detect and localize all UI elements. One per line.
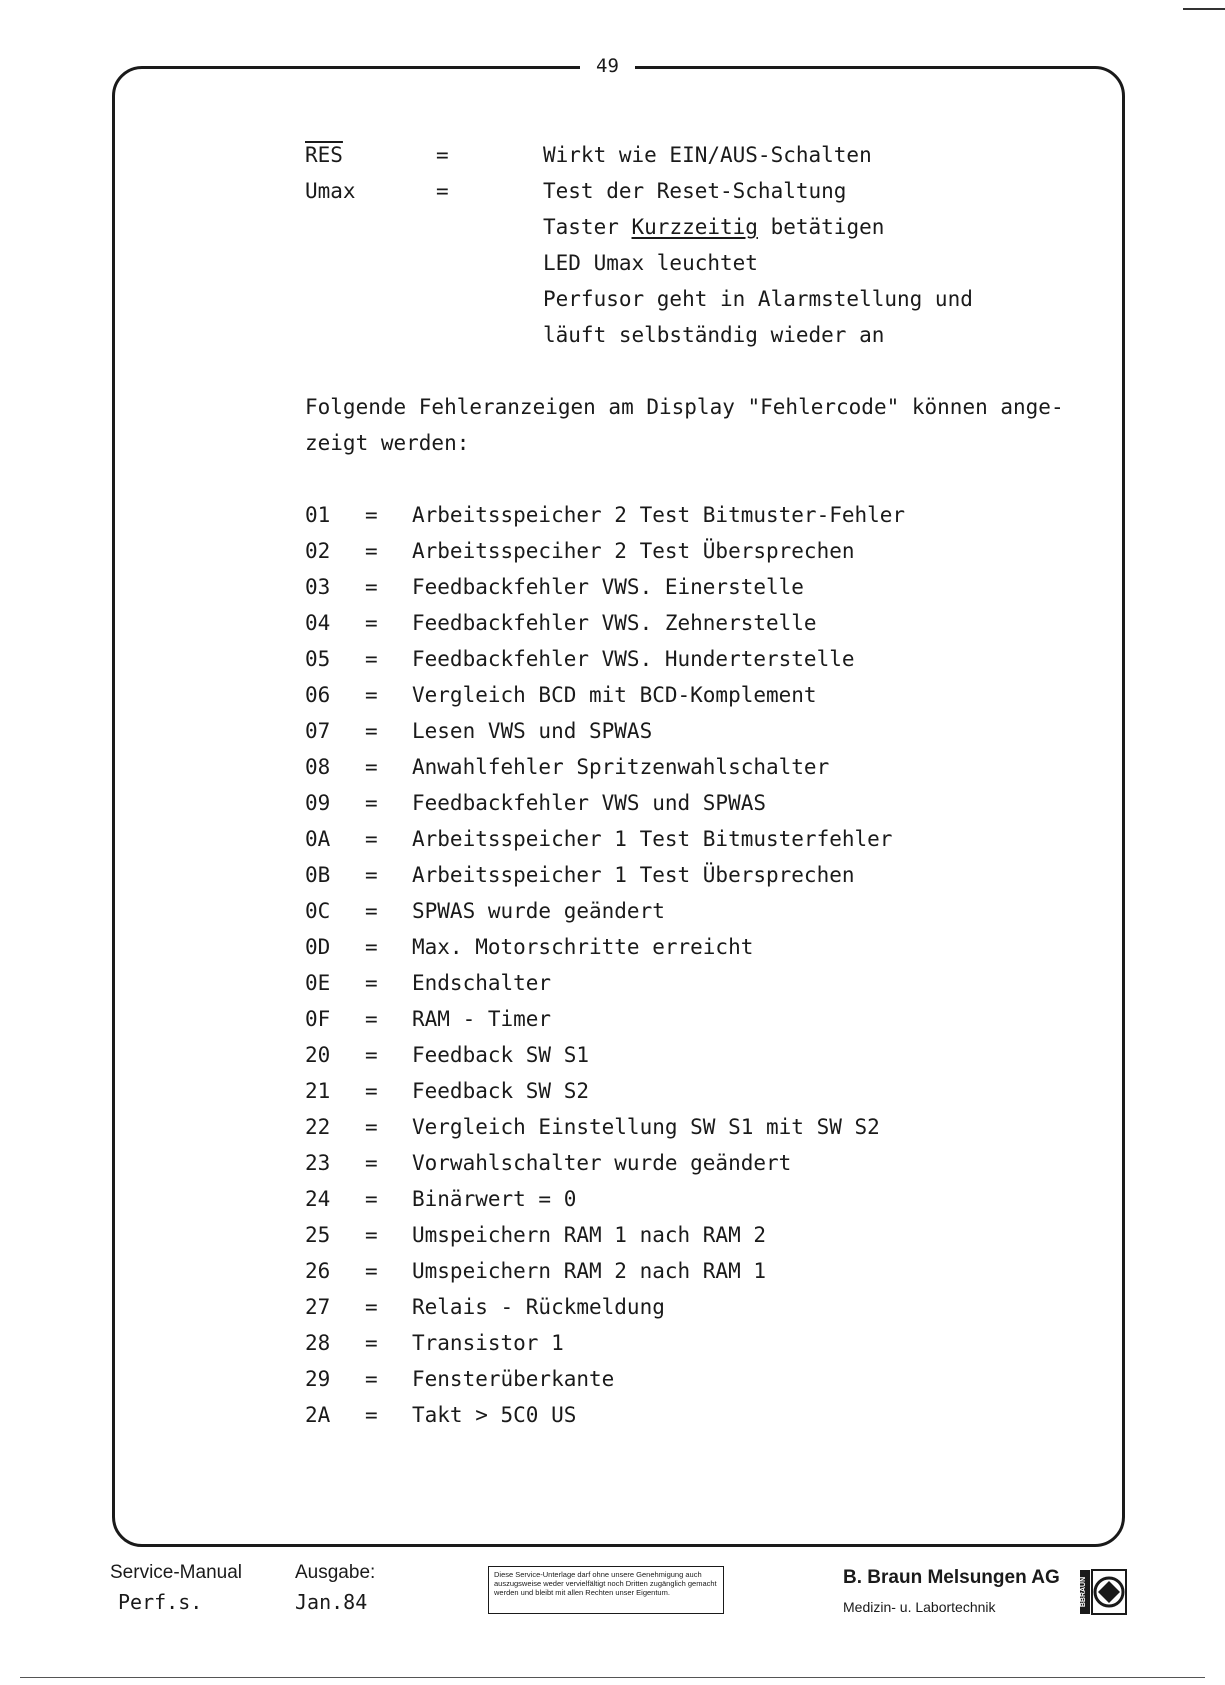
error-code-equals: = (365, 719, 378, 743)
error-code: 24 (305, 1187, 331, 1211)
error-code-text: Vergleich Einstellung SW S1 mit SW S2 (412, 1115, 880, 1139)
error-code-text: Umspeichern RAM 1 nach RAM 2 (412, 1223, 767, 1247)
error-code-text: Feedback SW S1 (412, 1043, 590, 1067)
error-code-equals: = (365, 1331, 378, 1355)
error-code-text: Transistor 1 (412, 1331, 564, 1355)
error-code-text: RAM - Timer (412, 1007, 552, 1031)
error-code-equals: = (365, 1007, 378, 1031)
error-code: 0F (305, 1007, 331, 1031)
definition-text-part: betätigen (757, 215, 885, 239)
braun-logo (1080, 1566, 1128, 1618)
manual-label: Service-Manual (110, 1562, 242, 1583)
error-code-text: Vorwahlschalter wurde geändert (412, 1151, 792, 1175)
definition-text: läuft selbständig wieder an (543, 323, 885, 347)
error-code-equals: = (365, 1295, 378, 1319)
company-name: B. Braun Melsungen AG (843, 1567, 1060, 1588)
error-code-equals: = (365, 1223, 378, 1247)
error-code-equals: = (365, 539, 378, 563)
intro-line: zeigt werden: (305, 431, 470, 455)
error-code-text: Arbeitsspeicher 2 Test Bitmuster-Fehler (412, 503, 906, 527)
definition-text: Perfusor geht in Alarmstellung und (543, 287, 973, 311)
error-code-text: Endschalter (412, 971, 552, 995)
definition-equals: = (436, 143, 449, 167)
error-code-equals: = (365, 755, 378, 779)
error-code: 22 (305, 1115, 331, 1139)
copyright-notice: Diese Service-Unterlage darf ohne unsere Genehmigung auch auszugsweise weder vervielfältigt noch Dritten zugänglich gemacht werden und bleibt mit allen Rechten unser Eigentum. (488, 1566, 724, 1614)
error-code-equals: = (365, 971, 378, 995)
error-code: 23 (305, 1151, 331, 1175)
error-code-text: Feedbackfehler VWS. Zehnerstelle (412, 611, 817, 635)
definition-equals: = (436, 179, 449, 203)
error-code: 29 (305, 1367, 331, 1391)
error-code-equals: = (365, 1403, 378, 1427)
error-code-equals: = (365, 1079, 378, 1103)
error-code: 26 (305, 1259, 331, 1283)
error-code-text: Arbeitsspeciher 2 Test Übersprechen (412, 539, 855, 563)
error-code: 07 (305, 719, 331, 743)
company-division: Medizin- u. Labortechnik (843, 1599, 996, 1615)
page-number: 49 (580, 54, 635, 78)
error-code-text: Lesen VWS und SPWAS (412, 719, 653, 743)
definition-text: Wirkt wie EIN/AUS-Schalten (543, 143, 872, 167)
error-code: 20 (305, 1043, 331, 1067)
error-code: 08 (305, 755, 331, 779)
error-code: 01 (305, 503, 331, 527)
definition-text: LED Umax leuchtet (543, 251, 758, 275)
error-code-equals: = (365, 1187, 378, 1211)
error-code-text: Umspeichern RAM 2 nach RAM 1 (412, 1259, 767, 1283)
error-code: 2A (305, 1403, 331, 1427)
error-code-text: Takt > 5C0 US (412, 1403, 577, 1427)
error-code-equals: = (365, 1367, 378, 1391)
error-code-text: SPWAS wurde geändert (412, 899, 665, 923)
error-code: 02 (305, 539, 331, 563)
issue-label: Ausgabe: (295, 1562, 376, 1583)
error-code-equals: = (365, 899, 378, 923)
error-code: 28 (305, 1331, 331, 1355)
error-code: 05 (305, 647, 331, 671)
error-code-text: Relais - Rückmeldung (412, 1295, 665, 1319)
error-code-text: Arbeitsspeicher 1 Test Übersprechen (412, 863, 855, 887)
definition-text (543, 213, 884, 241)
intro-line: Folgende Fehleranzeigen am Display "Fehlercode" können ange- (305, 395, 1064, 419)
error-code: 0E (305, 971, 331, 995)
error-code-equals: = (365, 863, 378, 887)
error-code-equals: = (365, 1259, 378, 1283)
definition-key: Umax (305, 179, 356, 203)
error-code: 09 (305, 791, 331, 815)
corner-mark (1183, 8, 1225, 10)
logo-lettering: BBRAUN (1080, 1576, 1087, 1608)
definition-text: Test der Reset-Schaltung (543, 179, 847, 203)
bottom-rule (20, 1677, 1205, 1678)
error-code: 27 (305, 1295, 331, 1319)
error-code-equals: = (365, 1043, 378, 1067)
error-code-equals: = (365, 611, 378, 635)
error-code-text: Fensterüberkante (412, 1367, 615, 1391)
error-code: 25 (305, 1223, 331, 1247)
issue-value: Jan.84 (295, 1590, 368, 1614)
error-code-text: Feedbackfehler VWS und SPWAS (412, 791, 767, 815)
error-code-text: Feedback SW S2 (412, 1079, 590, 1103)
error-code-text: Feedbackfehler VWS. Hunderterstelle (412, 647, 855, 671)
error-code-equals: = (365, 503, 378, 527)
error-code-text: Max. Motorschritte erreicht (412, 935, 754, 959)
error-code-text: Feedbackfehler VWS. Einerstelle (412, 575, 804, 599)
error-code-equals: = (365, 935, 378, 959)
error-code: 0A (305, 827, 331, 851)
error-code: 0C (305, 899, 331, 923)
emphasis-kurzzeitig: Kurzzeitig (631, 215, 758, 239)
manual-value: Perf.s. (118, 1590, 203, 1614)
error-code-equals: = (365, 1115, 378, 1139)
error-code: 06 (305, 683, 331, 707)
error-code: 0B (305, 863, 331, 887)
error-code-equals: = (365, 827, 378, 851)
error-code-text: Binärwert = 0 (412, 1187, 577, 1211)
error-code: 0D (305, 935, 331, 959)
error-code-equals: = (365, 1151, 378, 1175)
definition-key: $\overline{RES}$ (305, 143, 343, 167)
definition-text-part: Taster (543, 215, 632, 239)
error-code-text: Vergleich BCD mit BCD-Komplement (412, 683, 817, 707)
error-code-equals: = (365, 791, 378, 815)
error-code: 04 (305, 611, 331, 635)
error-code: 21 (305, 1079, 331, 1103)
error-code-equals: = (365, 647, 378, 671)
error-code-text: Anwahlfehler Spritzenwahlschalter (412, 755, 830, 779)
error-code-text: Arbeitsspeicher 1 Test Bitmusterfehler (412, 827, 893, 851)
error-code-equals: = (365, 575, 378, 599)
error-code: 03 (305, 575, 331, 599)
error-code-equals: = (365, 683, 378, 707)
